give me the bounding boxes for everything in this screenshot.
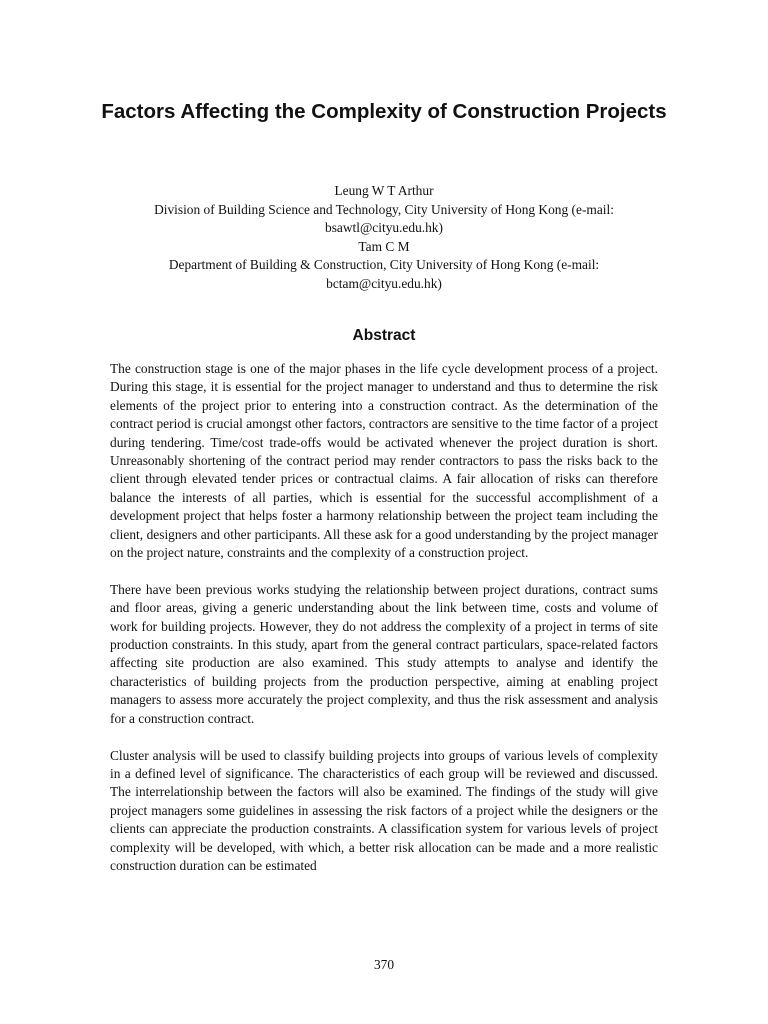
author-name: Tam C M xyxy=(358,238,410,254)
author-email: bsawtl@cityu.edu.hk) xyxy=(325,220,443,235)
paper-title: Factors Affecting the Complexity of Construction Projects xyxy=(101,100,667,123)
author-affiliation: Division of Building Science and Technology, City University of Hong Kong (e-mail: xyxy=(154,201,614,217)
abstract-paragraph: Cluster analysis will be used to classify building projects into groups of various levels of complexity in a defined level of significance. The characteristics of each group will be reviewed and discussed. The interrelationship between the factors will also be examined. The findings of the study will give project managers some guidelines in assessing the risk factors of a project while the designers or the clients can appreciate the production constraints. A classification system for various levels of project complexity will be developed, with which, a better risk allocation can be made and a more realistic construction duration can be estimated xyxy=(110,747,658,873)
abstract-paragraph: The construction stage is one of the major phases in the life cycle development process of a project. During this stage, it is essential for the project manager to understand and thus to determine the risk elements of the project prior to entering into a construction contract. As the determination of the contract period is crucial amongst other factors, contractors are sensitive to the time factor of a project during tendering. Time/cost trade-offs would be activated whenever the project duration is short. Unreasonably shortening of the contract period may render contractors to pass the risks back to the client through elevated tender prices or contractual claims. A fair allocation of risks can therefore balance the interests of all parties, which is essential for the successful accomplishment of a development project that helps foster a harmony relationship between the project team including the client, designers and other participants. All these ask for a good understanding by the project manager on the project nature, constraints and the complexity of a construction project. xyxy=(110,361,658,561)
abstract-paragraph: There have been previous works studying the relationship between project durations, contract sums and floor areas, giving a generic understanding about the link between time, costs and volume of work for building projects. However, they do not address the complexity of a project in terms of site production constraints. In this study, apart from the general contract particulars, space-related factors affecting site production are also examined. This study attempts to analyse and identify the characteristics of building projects from the production perspective, aiming at enabling project managers to assess more accurately the project complexity, and thus the risk assessment and analysis for a construction contract. xyxy=(110,581,658,726)
abstract-heading: Abstract xyxy=(352,327,416,344)
author-block xyxy=(100,182,668,293)
page-number: 370 xyxy=(373,957,395,972)
author-name: Leung W T Arthur xyxy=(334,183,434,198)
author-affiliation: Department of Building & Construction, City University of Hong Kong (e-mail: xyxy=(168,257,600,272)
author-email: bctam@cityu.edu.hk) xyxy=(326,275,442,291)
abstract-body xyxy=(110,360,658,894)
